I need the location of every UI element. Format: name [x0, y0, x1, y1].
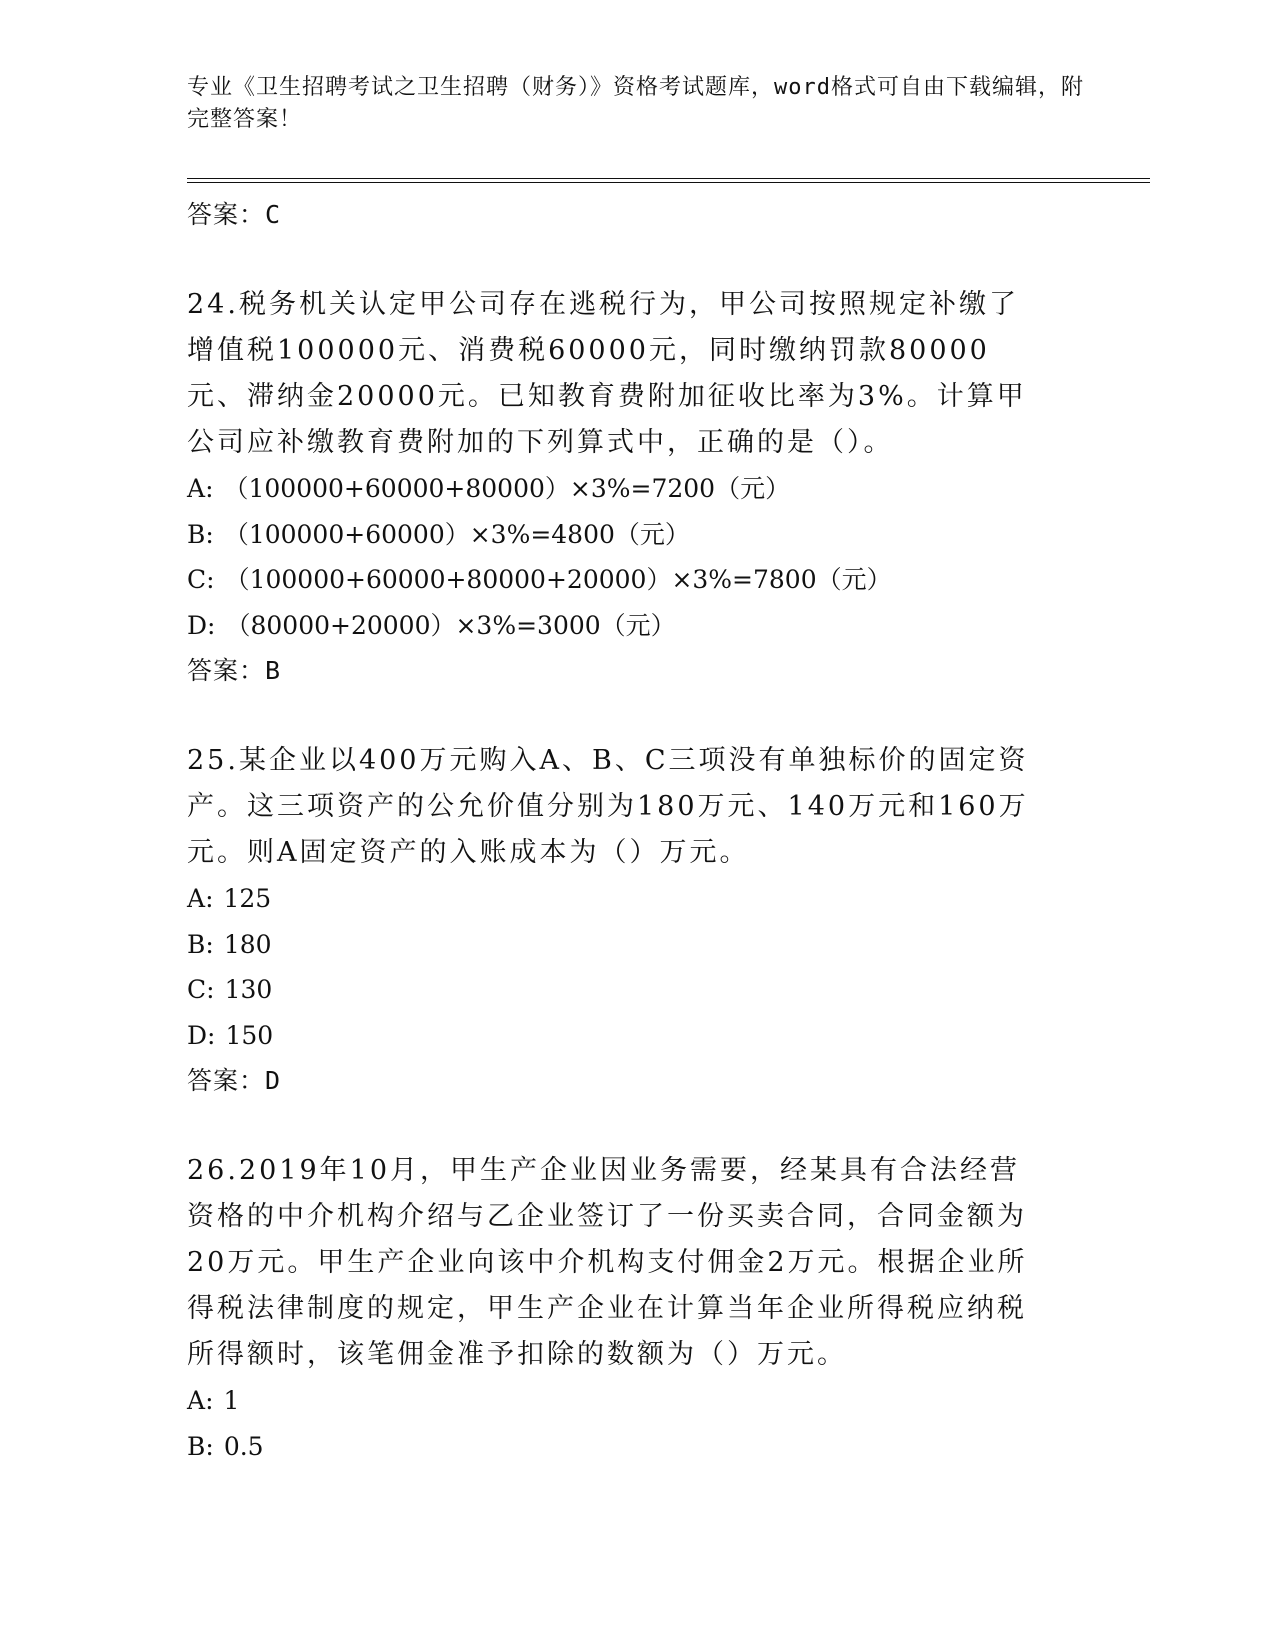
- answer-line: 答案：B: [187, 656, 282, 685]
- option-text: （100000+60000）×3%=4800（元）: [223, 519, 690, 549]
- document-header: 专业《卫生招聘考试之卫生招聘（财务）》资格考试题库，word格式可自由下载编辑，附完整答案！: [187, 75, 1084, 132]
- option-list: [187, 876, 1087, 1058]
- option-d: [187, 1013, 1087, 1059]
- option-letter: D: [187, 610, 208, 640]
- option-text: （100000+60000+80000+20000）×3%=7800（元）: [224, 565, 892, 594]
- option-separator: :: [205, 884, 214, 913]
- option-separator: :: [206, 975, 215, 1004]
- option-separator: :: [205, 474, 214, 503]
- option-b: [187, 1424, 1087, 1470]
- answer-line: 答案：D: [187, 1066, 282, 1095]
- option-list: [187, 466, 1087, 648]
- option-text: 0.5: [223, 1431, 264, 1461]
- option-separator: :: [205, 1386, 214, 1415]
- header-divider: [187, 178, 1150, 183]
- option-separator: :: [205, 519, 214, 549]
- option-text: （100000+60000+80000）×3%=7200（元）: [223, 474, 791, 503]
- option-separator: :: [205, 929, 214, 959]
- option-letter: C: [187, 565, 207, 594]
- option-text: 150: [225, 1020, 274, 1050]
- answer-line-previous: 答案：C: [187, 200, 282, 229]
- option-a: [187, 466, 1087, 512]
- option-letter: A: [187, 884, 206, 913]
- option-a: [187, 876, 1087, 922]
- question-stem: 24.税务机关认定甲公司存在逃税行为，甲公司按照规定补缴了增值税100000元、消费税60000元，同时缴纳罚款80000元、滞纳金20000元。已知教育费附加征收比率为3%。计算甲公司应补缴教育费附加的下列算式中，正确的是（）。: [187, 289, 1027, 458]
- option-text: 180: [223, 929, 272, 959]
- option-letter: B: [187, 1431, 206, 1461]
- option-separator: :: [206, 565, 215, 594]
- option-c: [187, 557, 1087, 603]
- option-b: [187, 512, 1087, 558]
- option-letter: A: [187, 1386, 206, 1415]
- option-d: [187, 603, 1087, 649]
- option-letter: D: [187, 1020, 208, 1050]
- option-separator: :: [205, 1431, 214, 1461]
- option-separator: :: [207, 610, 216, 640]
- option-letter: C: [187, 975, 207, 1004]
- question-25: [187, 738, 1087, 1104]
- option-c: [187, 967, 1087, 1013]
- option-a: [187, 1378, 1087, 1424]
- option-text: 130: [224, 975, 273, 1004]
- option-letter: A: [187, 474, 206, 503]
- question-stem: 26.2019年10月，甲生产企业因业务需要，经某具有合法经营资格的中介机构介绍与乙企业签订了一份买卖合同，合同金额为20万元。甲生产企业向该中介机构支付佣金2万元。根据企业所得税法律制度的规定，甲生产企业在计算当年企业所得税应纳税所得额时，该笔佣金准予扣除的数额为（）万元。: [187, 1155, 1028, 1370]
- option-letter: B: [187, 929, 206, 959]
- question-stem: 25.某企业以400万元购入A、B、C三项没有单独标价的固定资产。这三项资产的公允价值分别为180万元、140万元和160万元。则A固定资产的入账成本为（）万元。: [187, 745, 1029, 868]
- option-text: 125: [223, 884, 272, 913]
- option-text: （80000+20000）×3%=3000（元）: [225, 610, 676, 640]
- question-list: [187, 192, 1087, 1469]
- option-text: 1: [223, 1386, 240, 1415]
- option-separator: :: [207, 1020, 216, 1050]
- option-letter: B: [187, 519, 206, 549]
- option-b: [187, 922, 1087, 968]
- option-list: [187, 1378, 1087, 1469]
- question-24: [187, 282, 1087, 694]
- question-26: [187, 1148, 1087, 1469]
